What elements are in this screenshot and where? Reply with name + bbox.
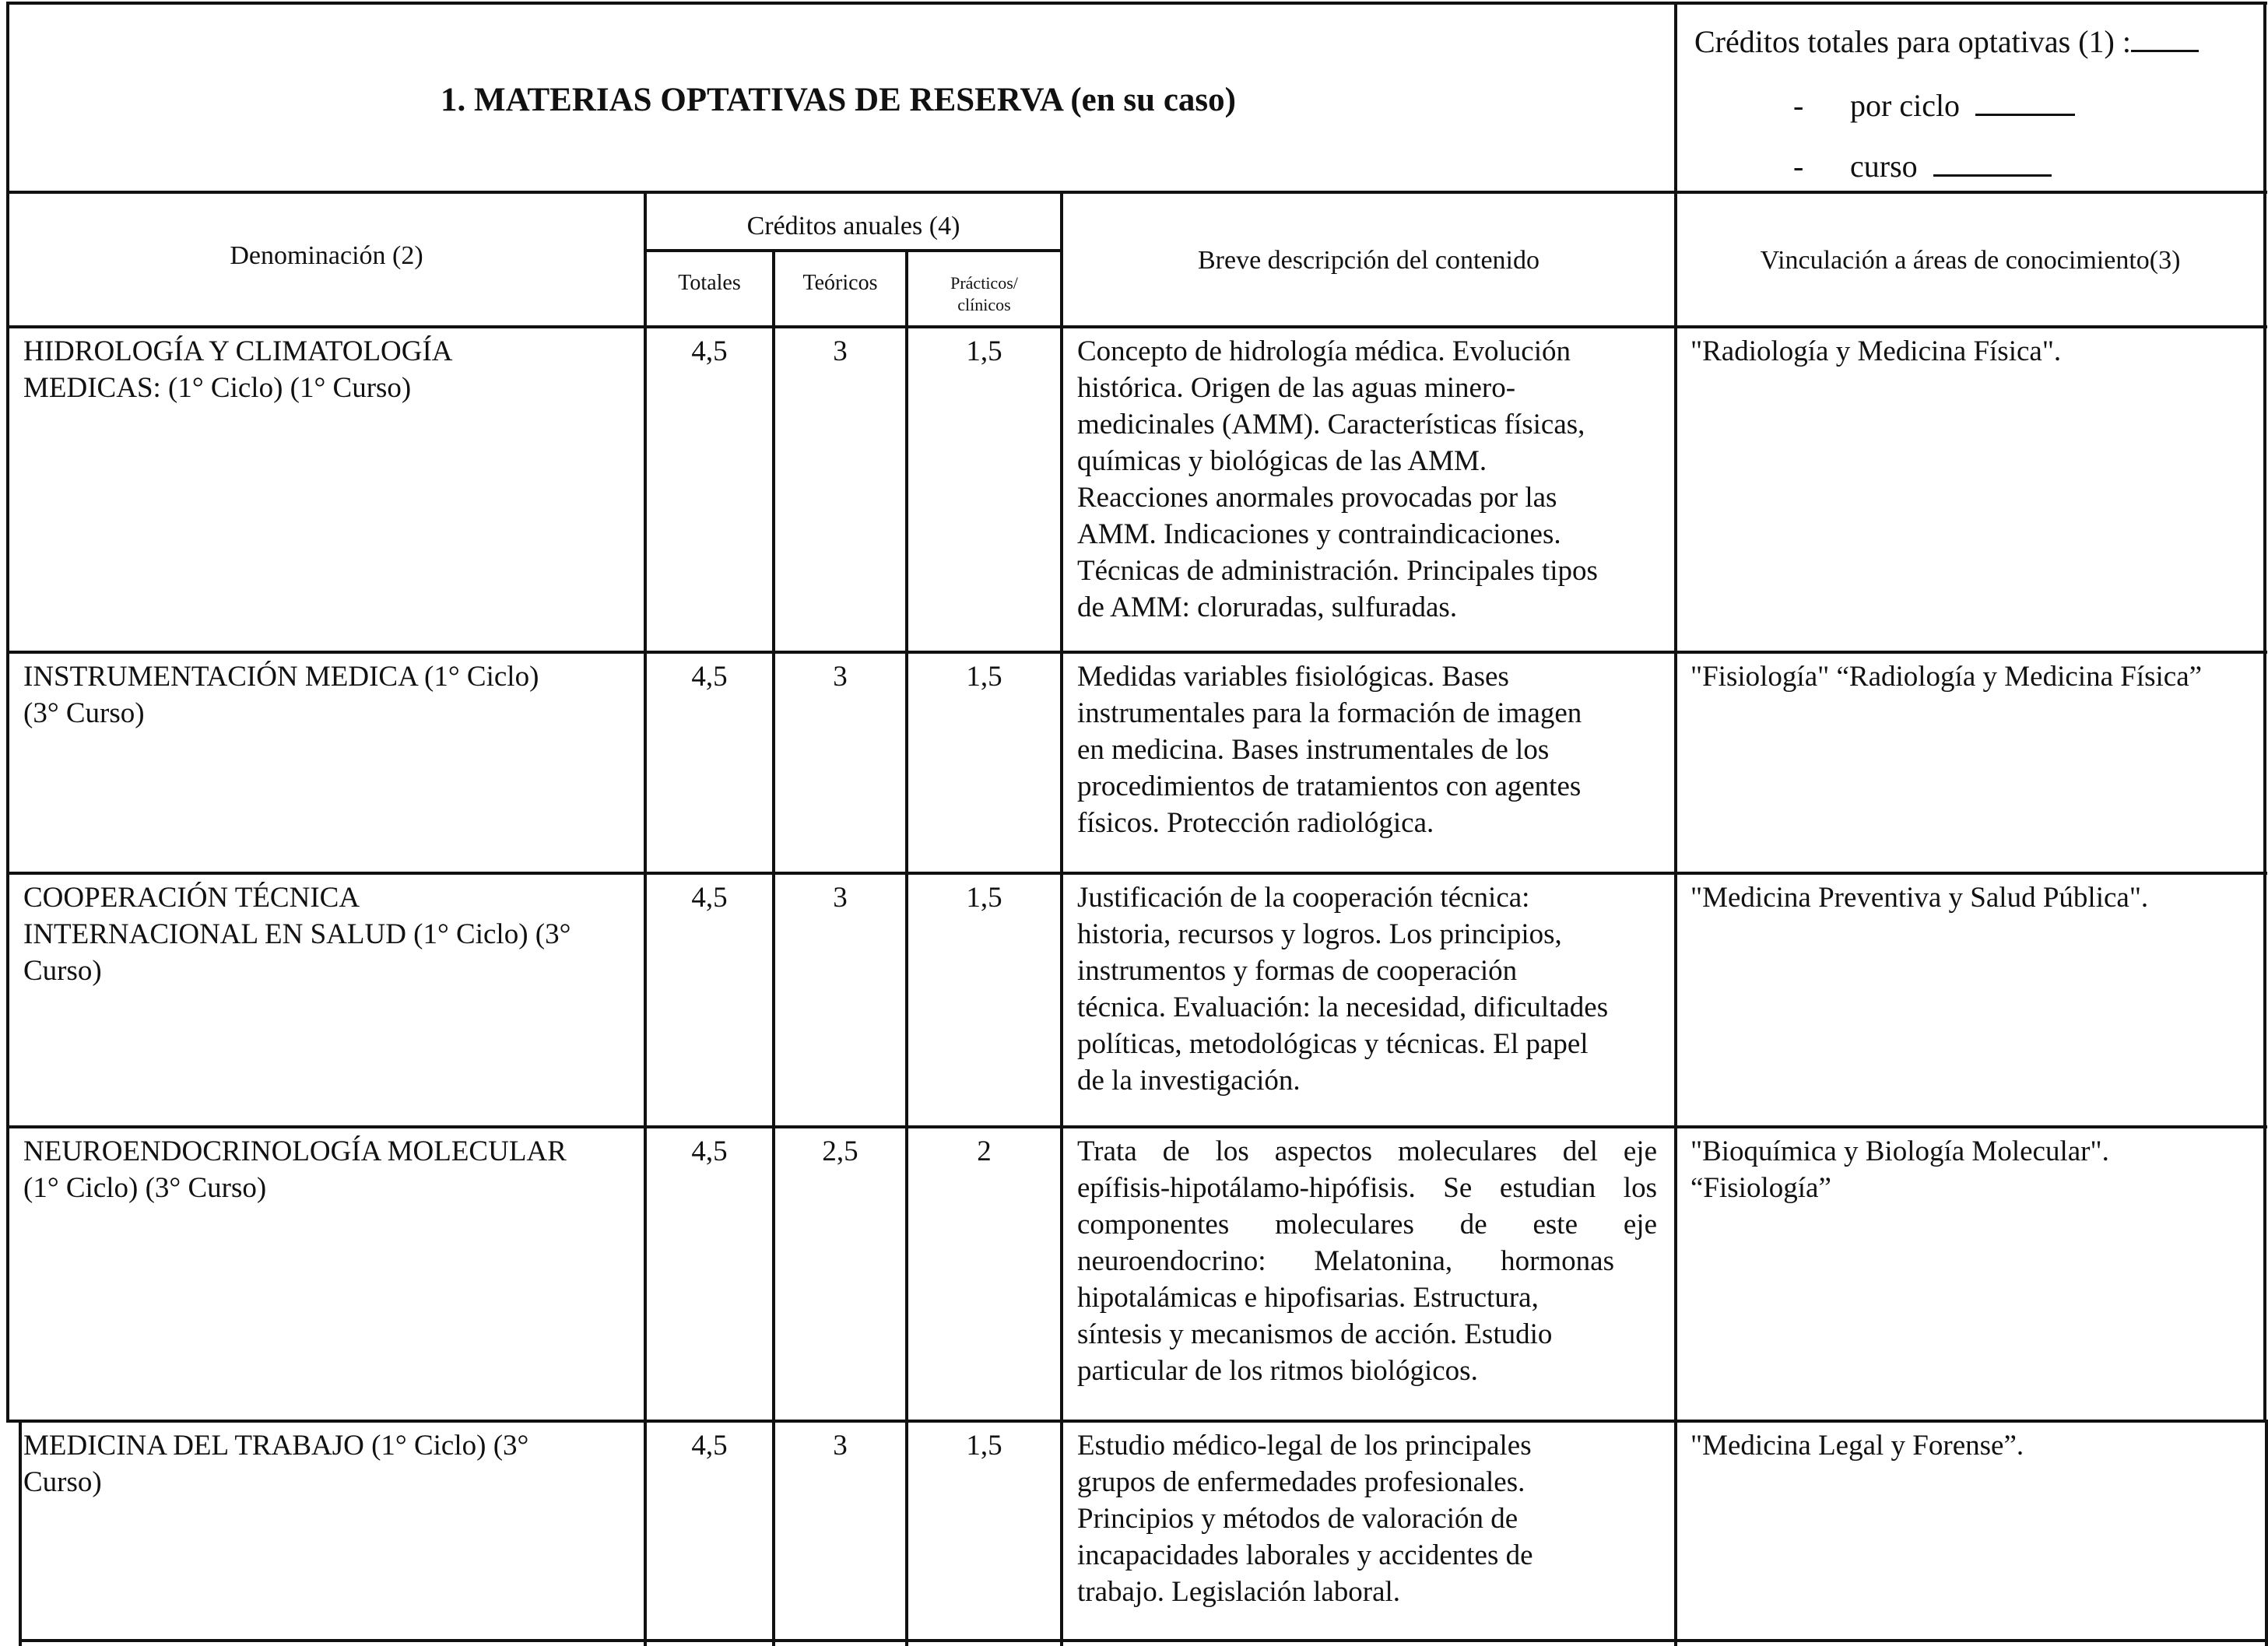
description-line: síntesis y mecanismos de acción. Estudio	[1077, 1318, 1553, 1350]
knowledge-area	[1690, 333, 2262, 370]
description-line: Técnicas de administración. Principales tipos	[1077, 555, 1598, 587]
right-border-lower	[2265, 1420, 2268, 1646]
credits-total-line	[1694, 23, 2199, 60]
knowledge-area	[1690, 1427, 2262, 1464]
description-line: incapacidades laborales y accidentes de	[1077, 1539, 1533, 1571]
left-border-lower	[19, 1422, 22, 1646]
column-header-bottom	[6, 325, 2267, 328]
description-line: historia, recursos y logros. Los principios,	[1077, 918, 1562, 950]
description-line: Justificación de la cooperación técnica:	[1077, 882, 1530, 914]
credits-totales: 4,5	[691, 1135, 728, 1167]
description-line: instrumentos y formas de cooperación	[1077, 955, 1518, 987]
per-course-blank	[1933, 174, 2052, 177]
row-divider-1	[6, 651, 2267, 654]
credits-totales: 4,5	[691, 661, 728, 693]
credits-teoricos: 2,5	[822, 1135, 858, 1167]
subject-description	[1077, 658, 1669, 841]
subject-description	[1077, 879, 1669, 1099]
area-line: “Fisiología”	[1690, 1172, 1831, 1204]
description-line: en medicina. Bases instrumentales de los	[1077, 734, 1550, 766]
header-divider	[6, 191, 2267, 194]
description-line: Trata de los aspectos moleculares del eje	[1077, 1135, 1657, 1167]
per-cycle-label: por ciclo	[1850, 88, 1961, 123]
area-line: "Fisiología" “Radiología y Medicina Física”	[1690, 661, 2203, 693]
credits-practicos: 1,5	[966, 335, 1002, 367]
per-cycle-blank	[1975, 114, 2075, 116]
description-line: Reacciones anormales provocadas por las	[1077, 482, 1557, 514]
knowledge-area	[1690, 879, 2262, 916]
credits-per-course-text	[1850, 148, 2052, 184]
credits-teoricos: 3	[833, 661, 848, 693]
subject-name-line: INTERNACIONAL EN SALUD (1° Ciclo) (3°	[23, 918, 571, 950]
subject-name-line: MEDICINA DEL TRABAJO (1° Ciclo) (3°	[23, 1430, 529, 1462]
credits-total-label: Créditos totales para optativas (1) :	[1694, 24, 2131, 59]
credits-teoricos: 3	[833, 335, 848, 367]
subject-name-line: Curso)	[23, 955, 102, 987]
credits-teoricos: 3	[833, 1430, 848, 1462]
subject-name-line: (1° Ciclo) (3° Curso)	[23, 1172, 267, 1204]
header-practicos-line1: Prácticos/	[950, 273, 1018, 293]
area-line: "Medicina Preventiva y Salud Pública".	[1690, 882, 2149, 914]
credits-per-cycle-line	[1793, 87, 1803, 124]
right-border	[2263, 2, 2266, 1420]
subject-name	[23, 1427, 638, 1500]
subject-description	[1077, 333, 1669, 626]
description-line: componentes moleculares de este eje	[1077, 1209, 1657, 1241]
credits-per-cycle-text	[1850, 87, 2075, 124]
left-border	[6, 2, 9, 1420]
credits-total-blank	[2131, 50, 2199, 52]
description-line: histórica. Origen de las aguas minero-	[1077, 372, 1516, 404]
credits-per-course-line	[1793, 148, 1803, 184]
bottom-line	[19, 1639, 2267, 1642]
description-line: AMM. Indicaciones y contraindicaciones.	[1077, 518, 1561, 550]
subject-name	[23, 658, 638, 732]
subject-description	[1077, 1133, 1657, 1389]
credits-teoricos: 3	[833, 882, 848, 914]
subject-name	[23, 879, 638, 989]
description-line: físicos. Protección radiológica.	[1077, 807, 1434, 839]
credits-totales: 4,5	[691, 1430, 728, 1462]
subject-name	[23, 333, 638, 406]
credits-subheader-line	[644, 249, 1063, 252]
row-divider-4	[6, 1420, 2267, 1423]
description-line: instrumentales para la formación de imagen	[1077, 697, 1582, 729]
credits-practicos: 1,5	[966, 882, 1002, 914]
row-divider-2	[6, 872, 2267, 875]
area-line: "Bioquímica y Biología Molecular".	[1690, 1135, 2109, 1167]
knowledge-area	[1690, 658, 2262, 695]
description-line: químicas y biológicas de las AMM.	[1077, 445, 1487, 477]
description-line: Medidas variables fisiológicas. Bases	[1077, 661, 1509, 693]
header-creditos-anuales: Créditos anuales (4)	[746, 212, 960, 240]
subject-name-line: HIDROLOGÍA Y CLIMATOLOGÍA	[23, 335, 453, 367]
subject-name-line: Curso)	[23, 1466, 102, 1498]
credits-totales: 4,5	[691, 335, 728, 367]
header-descripcion: Breve descripción del contenido	[1197, 246, 1540, 275]
subject-name-line: MEDICAS: (1° Ciclo) (1° Curso)	[23, 372, 412, 404]
credits-practicos: 1,5	[966, 661, 1002, 693]
description-line: Principios y métodos de valoración de	[1077, 1503, 1518, 1535]
header-vinculacion: Vinculación a áreas de conocimiento(3)	[1760, 246, 2181, 275]
credits-totales: 4,5	[691, 882, 728, 914]
header-practicos	[908, 272, 1060, 316]
description-line: particular de los ritmos biológicos.	[1077, 1355, 1478, 1387]
area-line: "Radiología y Medicina Física".	[1690, 335, 2062, 367]
description-line: de la investigación.	[1077, 1065, 1301, 1097]
page-title: 1. MATERIAS OPTATIVAS DE RESERVA (en su caso)	[441, 82, 1236, 118]
header-totales: Totales	[678, 271, 741, 295]
description-line: trabajo. Legislación laboral.	[1077, 1576, 1401, 1608]
description-line: Concepto de hidrología médica. Evolución	[1077, 335, 1571, 367]
description-line: Estudio médico-legal de los principales	[1077, 1430, 1532, 1462]
description-line: epífisis-hipotálamo-hipófisis. Se estudian los	[1077, 1172, 1657, 1204]
subject-description	[1077, 1427, 1669, 1610]
description-line: políticas, metodológicas y técnicas. El papel	[1077, 1028, 1589, 1060]
top-border	[6, 2, 2267, 5]
col-divider-4	[1060, 191, 1063, 1646]
area-line: "Medicina Legal y Forense”.	[1690, 1430, 2024, 1462]
description-line: de AMM: cloruradas, sulfuradas.	[1077, 591, 1458, 623]
subject-name-line: INSTRUMENTACIÓN MEDICA (1° Ciclo)	[23, 661, 539, 693]
knowledge-area	[1690, 1133, 2262, 1206]
subject-name-line: NEUROENDOCRINOLOGÍA MOLECULAR	[23, 1135, 567, 1167]
description-line: grupos de enfermedades profesionales.	[1077, 1466, 1525, 1498]
description-line: neuroendocrino: Melatonina, hormonas	[1077, 1245, 1614, 1277]
header-denominacion: Denominación (2)	[230, 241, 423, 270]
header-teoricos: Teóricos	[802, 271, 878, 295]
row-divider-3	[6, 1125, 2267, 1128]
per-cycle-dash: -	[1793, 88, 1804, 123]
credits-practicos: 1,5	[966, 1430, 1002, 1462]
subject-name-line: (3° Curso)	[23, 697, 145, 729]
subject-name-line: COOPERACIÓN TÉCNICA	[23, 882, 360, 914]
description-line: medicinales (AMM). Características físicas,	[1077, 409, 1585, 440]
per-course-label: curso	[1850, 149, 1918, 184]
per-course-dash: -	[1793, 149, 1804, 184]
subject-name	[23, 1133, 638, 1206]
credits-practicos: 2	[977, 1135, 992, 1167]
description-line: procedimientos de tratamientos con agentes	[1077, 770, 1582, 802]
header-practicos-line2: clínicos	[957, 295, 1011, 314]
description-line: técnica. Evaluación: la necesidad, dificultades	[1077, 991, 1609, 1023]
description-line: hipotalámicas e hipofisarias. Estructura,	[1077, 1282, 1539, 1314]
